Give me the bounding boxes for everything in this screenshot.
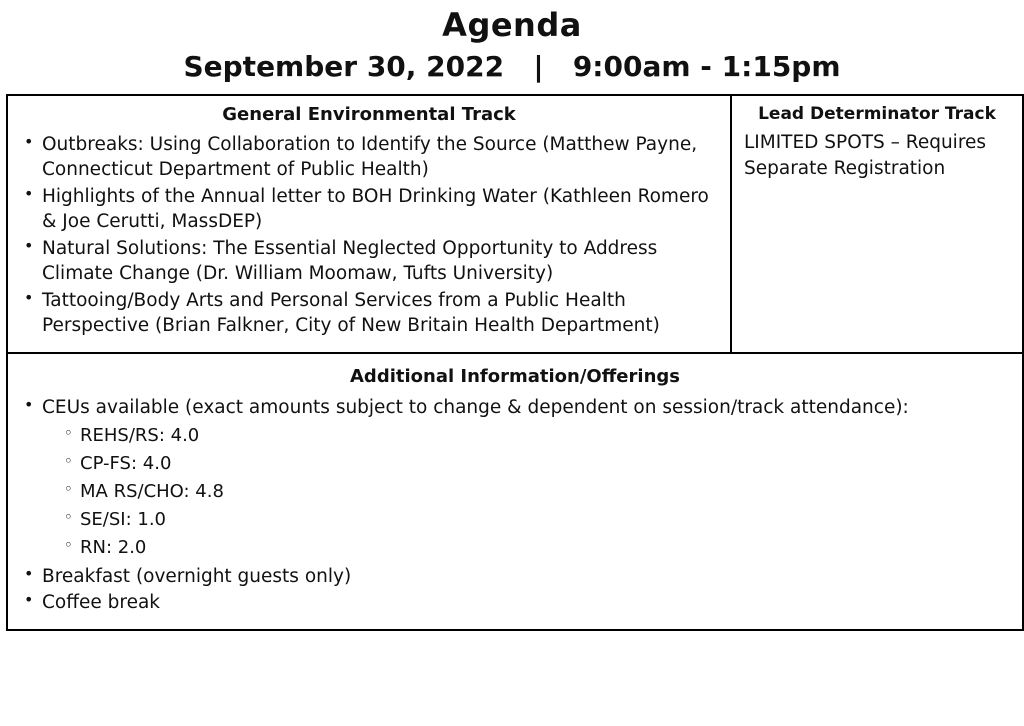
agenda-table xyxy=(6,94,1024,631)
additional-info-list xyxy=(18,395,1012,616)
list-item: • Natural Solutions: The Essential Neglected Opportunity to Address Climate Change (Dr. William Moomaw, Tufts University) xyxy=(40,236,720,287)
list-item: ◦ SE/SI: 1.0 xyxy=(80,506,1012,534)
tracks-row xyxy=(7,95,1023,353)
lead-track-cell xyxy=(731,95,1023,353)
general-track-list xyxy=(18,132,720,339)
general-track-cell xyxy=(7,95,731,353)
list-item-text: CEUs available (exact amounts subject to change & dependent on session/track attendance): xyxy=(42,396,909,418)
lead-track-heading: Lead Determinator Track xyxy=(758,103,996,124)
list-item: ◦ REHS/RS: 4.0 xyxy=(80,422,1012,450)
additional-info-heading: Additional Information/Offerings xyxy=(350,365,680,387)
ceu-sub-list xyxy=(42,422,1012,561)
page-subtitle: September 30, 2022 | 9:00am - 1:15pm xyxy=(183,50,841,84)
general-track-heading: General Environmental Track xyxy=(222,103,516,125)
list-item xyxy=(40,395,1012,562)
page-title: Agenda xyxy=(442,6,582,44)
list-item: ◦ RN: 2.0 xyxy=(80,534,1012,562)
agenda-page xyxy=(0,6,1024,726)
list-item: • Outbreaks: Using Collaboration to Identify the Source (Matthew Payne, Connecticut Department of Public Health) xyxy=(40,132,720,183)
additional-info-cell xyxy=(7,353,1023,630)
list-item: • Tattooing/Body Arts and Personal Services from a Public Health Perspective (Brian Falkner, City of New Britain Health Department) xyxy=(40,288,720,339)
list-item: ◦ CP-FS: 4.0 xyxy=(80,450,1012,478)
list-item: • Coffee break xyxy=(40,590,1012,616)
list-item: • Breakfast (overnight guests only) xyxy=(40,564,1012,590)
additional-info-row xyxy=(7,353,1023,630)
list-item: • Highlights of the Annual letter to BOH Drinking Water (Kathleen Romero & Joe Cerutti, MassDEP) xyxy=(40,184,720,235)
list-item: ◦ MA RS/CHO: 4.8 xyxy=(80,478,1012,506)
lead-track-note: LIMITED SPOTS – Requires Separate Registration xyxy=(744,132,987,179)
